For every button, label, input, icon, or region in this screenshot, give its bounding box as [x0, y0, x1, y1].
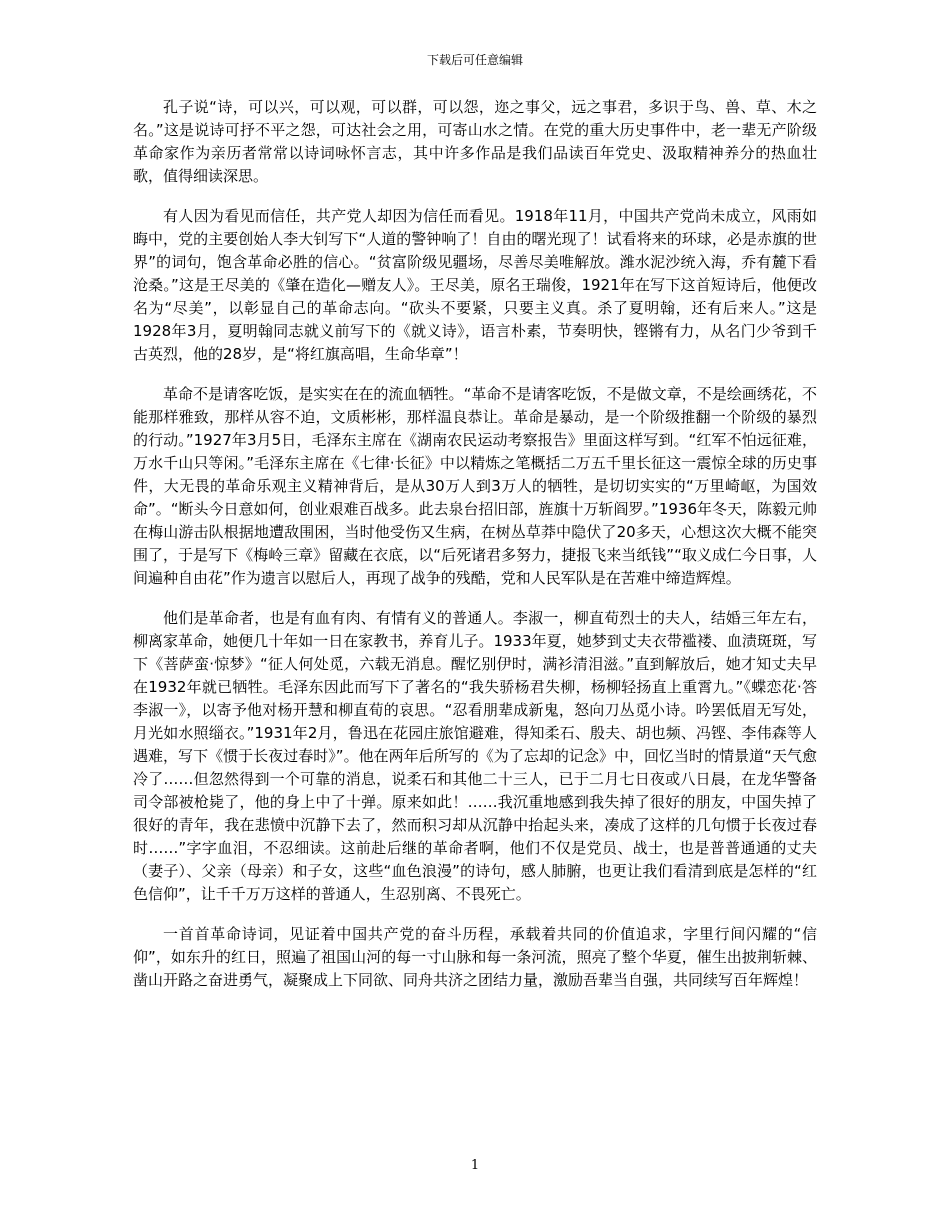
- paragraph-2: 有人因为看见而信任，共产党人却因为信任而看见。1918年11月，中国共产党尚未成立，风雨如晦中，党的主要创始人李大钊写下“人道的警钟响了！自由的曙光现了！试看将来的环球，必是赤旗的世界”的词句，饱含革命必胜的信心。“贫富阶级见疆场，尽善尽美唯解放。潍水泥沙统入海，乔有麓下看沧桑。”这是王尽美的《肇在造化—赠友人》。王尽美，原名王瑞俊，1921年在写下这首短诗后，他便改名为“尽美”，以彰显自己的革命志向。“砍头不要紧，只要主义真。杀了夏明翰，还有后来人。”这是1928年3月，夏明翰同志就义前写下的《就义诗》，语言朴素，节奏明快，铿锵有力，从名门少爷到千古英烈，他的28岁，是“将红旗高唱，生命华章”！: [133, 207, 817, 363]
- page-number: 1: [470, 1158, 480, 1173]
- paragraph-3: 革命不是请客吃饭，是实实在在的流血牺牲。“革命不是请客吃饭，不是做文章，不是绘画绣花，不能那样雅致，那样从容不迫，文质彬彬，那样温良恭让。革命是暴动，是一个阶级推翻一个阶级的暴烈的行动。”1927年3月5日，毛泽东主席在《湖南农民运动考察报告》里面这样写到。“红军不怕远征难，万水千山只等闲。”毛泽东主席在《七律·长征》中以精炼之笔概括二万五千里长征这一震惊全球的历史事件，大无畏的革命乐观主义精神背后，是从30万人到3万人的牺牲，是切切实实的“万里崎岖，为国效命”。“断头今日意如何，创业艰难百战多。此去泉台招旧部，旌旗十万斩阎罗。”1936年冬天，陈毅元帅在梅山游击队根据地遭敌围困，当时他受伤又生病，在树丛草莽中隐伏了20多天，心想这次大概不能突围了，于是写下《梅岭三章》留藏在衣底，以“后死诸君多努力，捷报飞来当纸钱”“取义成仁今日事，人间遍种自由花”作为遗言以慰后人，再现了战争的残酷，党和人民军队是在苦难中缔造辉煌。: [133, 385, 817, 587]
- page-header: 下载后可任意编辑: [426, 53, 523, 67]
- paragraph-4: 他们是革命者，也是有血有肉、有情有义的普通人。李淑一，柳直荀烈士的夫人，结婚三年左右，柳离家革命，她便几十年如一日在家教书，养育儿子。1933年夏，她梦到丈夫衣带褴褛、血渍斑斑，写下《菩萨蛮·惊梦》“征人何处觅，六载无消息。醒忆别伊时，满衫清泪滋。”直到解放后，她才知丈夫早在1932年就已牺牲。毛泽东因此而写下了著名的“我失骄杨君失柳，杨柳轻扬直上重霄九。”《蝶恋花·答李淑一》，以寄予他对杨开慧和柳直荀的哀思。“忍看朋辈成新鬼，怒向刀丛觅小诗。吟罢低眉无写处，月光如水照缁衣。”1931年2月，鲁迅在花园庄旅馆避难，得知柔石、殷夫、胡也频、冯铿、李伟森等人遇难，写下《惯于长夜过春时》”。他在两年后所写的《为了忘却的记念》中，回忆当时的情景道“天气愈冷了……但忽然得到一个可靠的消息，说柔石和其他二十三人，已于二月七日夜或八日晨，在龙华警备司令部被枪毙了，他的身上中了十弹。原来如此！……我沉重地感到我失掉了很好的朋友，中国失掉了很好的青年，我在悲愤中沉静下去了，然而积习却从沉静中抬起头来，凑成了这样的几句惯于长夜过春时……”字字血泪，不忍细读。这前赴后继的革命者啊，他们不仅是党员、战士，也是普普通通的丈夫（妻子）、父亲（母亲）和子女，这些“血色浪漫”的诗句，感人肺腑，也更让我们看清到底是怎样的“红色信仰”，让千千万万这样的普通人，生忍别离、不畏死亡。: [133, 609, 817, 903]
- document-body: [133, 96, 817, 1009]
- paragraph-1: 孔子说“诗，可以兴，可以观，可以群，可以怨，迩之事父，远之事君，多识于鸟、兽、草、木之名。”这是说诗可抒不平之怨，可达社会之用，可寄山水之情。在党的重大历史事件中，老一辈无产阶级革命家作为亲历者常常以诗词咏怀言志，其中许多作品是我们品读百年党史、汲取精神养分的热血壮歌，值得细读深思。: [133, 98, 817, 185]
- paragraph-5: 一首首革命诗词，见证着中国共产党的奋斗历程，承载着共同的价值追求，字里行间闪耀的“信仰”，如东升的红日，照遍了祖国山河的每一寸山脉和每一条河流，照亮了整个华夏，催生出披荆斩棘、凿山开路之奋进勇气，凝聚成上下同欲、同舟共济之团结力量，激励吾辈当自强，共同续写百年辉煌！: [133, 925, 817, 989]
